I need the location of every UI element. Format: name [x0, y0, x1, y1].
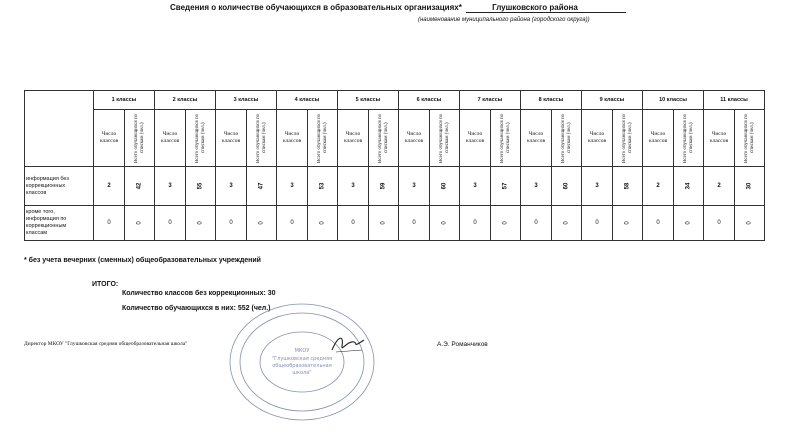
students-count-header [613, 110, 643, 167]
footnote: * без учета вечерних (сменных) общеобразовательных учреждений [24, 257, 261, 264]
row-label-line: коррекционным [26, 223, 67, 229]
cell-value: 55 [197, 182, 204, 190]
grade-header-row [25, 91, 765, 110]
cell-value: 0 [107, 220, 111, 226]
row-label-line: классам [26, 230, 48, 236]
table-cell [94, 167, 125, 206]
header-line: классов [526, 138, 546, 144]
students-count-header [491, 110, 521, 167]
table-cell [338, 167, 369, 206]
header-line: Число [589, 131, 605, 137]
header-line: Число [406, 131, 422, 137]
table-row [25, 167, 765, 206]
header-line: классов [282, 138, 302, 144]
cell-value: 57 [502, 182, 509, 190]
table-cell [369, 167, 399, 206]
cell-value: 30 [746, 182, 753, 190]
region-note: (наименование муниципального района (городского округа)) [418, 17, 590, 23]
cell-value: 3 [290, 183, 294, 189]
cell-value: 3 [229, 183, 233, 189]
cell-value: 2 [656, 183, 660, 189]
classes-count-header [582, 110, 613, 167]
table-cell [430, 206, 460, 241]
cell-value: 0 [595, 220, 599, 226]
table-cell [704, 167, 735, 206]
cell-value: 0 [746, 221, 753, 225]
table-cell [125, 167, 155, 206]
header-line: Всего обучающихся по спискам (чел.) [621, 113, 633, 163]
header-line: Число [101, 131, 117, 137]
cell-value: 0 [197, 221, 204, 225]
table-cell [216, 167, 247, 206]
students-count-header [125, 110, 155, 167]
classes-count-header [277, 110, 308, 167]
classes-count-header [216, 110, 247, 167]
classes-count-header [643, 110, 674, 167]
header-line: Всего обучающихся по спискам (чел.) [560, 113, 572, 163]
cell-value: 59 [380, 182, 387, 190]
table-cell [155, 167, 186, 206]
stamp-line: школа" [292, 370, 312, 376]
header-line: классов [404, 138, 424, 144]
table-cell [186, 206, 216, 241]
table-cell [613, 206, 643, 241]
total-students: Количество обучающихся в них: 552 (чел.) [122, 305, 271, 312]
director-signature [328, 332, 368, 356]
title-text: Сведения о количестве обучающихся в образовательных организациях* [170, 3, 462, 12]
region-name: Глушковского района [466, 3, 626, 13]
school-stamp [227, 300, 377, 425]
grade-header: 7 классы [460, 91, 521, 110]
cell-value: 0 [685, 221, 692, 225]
table-cell [735, 206, 765, 241]
table-cell [338, 206, 369, 241]
table-cell [704, 206, 735, 241]
table-cell [521, 167, 552, 206]
corner-cell [25, 91, 94, 167]
grade-header: 4 классы [277, 91, 338, 110]
cell-value: 3 [168, 183, 172, 189]
students-table [24, 90, 765, 241]
cell-value: 47 [258, 182, 265, 190]
table-cell [399, 206, 430, 241]
students-count-header [552, 110, 582, 167]
cell-value: 34 [685, 182, 692, 190]
table-cell [521, 206, 552, 241]
total-classes: Количество классов без коррекционных: 30 [122, 290, 276, 297]
cell-value: 0 [656, 220, 660, 226]
cell-value: 58 [624, 182, 631, 190]
document-title [170, 3, 626, 13]
students-count-header [369, 110, 399, 167]
header-line: Всего обучающихся по спискам (чел.) [743, 113, 755, 163]
cell-value: 0 [412, 220, 416, 226]
cell-value: 0 [351, 220, 355, 226]
table-cell [582, 167, 613, 206]
cell-value: 0 [168, 220, 172, 226]
table-cell [643, 167, 674, 206]
cell-value: 60 [441, 182, 448, 190]
table-cell [247, 167, 277, 206]
table-cell [399, 167, 430, 206]
table-cell [308, 167, 338, 206]
header-line: Число [711, 131, 727, 137]
row-label-line: информация без [26, 175, 69, 182]
cell-value: 2 [717, 183, 721, 189]
cell-value: 0 [319, 221, 326, 225]
row-label [25, 206, 94, 241]
table-cell [277, 167, 308, 206]
cell-value: 0 [624, 221, 631, 225]
grade-header: 11 классы [704, 91, 765, 110]
cell-value: 0 [229, 220, 233, 226]
table-cell [277, 206, 308, 241]
table-cell [308, 206, 338, 241]
classes-count-header [704, 110, 735, 167]
header-line: классов [160, 138, 180, 144]
header-line: классов [648, 138, 668, 144]
cell-value: 0 [502, 221, 509, 225]
header-line: классов [343, 138, 363, 144]
classes-count-header [460, 110, 491, 167]
row-label-line: кроме того, [26, 209, 55, 215]
cell-value: 3 [351, 183, 355, 189]
stamp-line: "Глушковская средняя [271, 356, 333, 362]
cell-value: 3 [473, 183, 477, 189]
header-line: Всего обучающихся по спискам (чел.) [316, 113, 328, 163]
header-line: Всего обучающихся по спискам (чел.) [133, 113, 145, 163]
header-line: Всего обучающихся по спискам (чел.) [499, 113, 511, 163]
director-title: Директор МКОУ "Глушковская средняя общеобразовательная школа" [24, 341, 188, 347]
table-cell [216, 206, 247, 241]
table-cell [186, 167, 216, 206]
header-line: Число [284, 131, 300, 137]
students-count-header [308, 110, 338, 167]
table-cell [155, 206, 186, 241]
cell-value: 0 [136, 221, 143, 225]
header-line: Число [467, 131, 483, 137]
header-line: Число [650, 131, 666, 137]
header-line: Число [345, 131, 361, 137]
grade-header: 1 классы [94, 91, 155, 110]
table-cell [491, 206, 521, 241]
row-label-line: коррекционных [26, 182, 66, 189]
header-line: классов [221, 138, 241, 144]
students-count-header [186, 110, 216, 167]
grade-header: 6 классы [399, 91, 460, 110]
cell-value: 3 [534, 183, 538, 189]
grade-header: 5 классы [338, 91, 399, 110]
cell-value: 2 [107, 183, 111, 189]
cell-value: 0 [717, 220, 721, 226]
cell-value: 0 [290, 220, 294, 226]
table-cell [369, 206, 399, 241]
header-line: Всего обучающихся по спискам (чел.) [682, 113, 694, 163]
table-cell [735, 167, 765, 206]
table-cell [491, 167, 521, 206]
header-line: Всего обучающихся по спискам (чел.) [438, 113, 450, 163]
classes-count-header [155, 110, 186, 167]
header-line: Число [223, 131, 239, 137]
stamp-line: общеобразовательная [272, 363, 332, 369]
cell-value: 42 [136, 182, 143, 190]
table-cell [552, 167, 582, 206]
header-line: Всего обучающихся по спискам (чел.) [194, 113, 206, 163]
header-line: классов [709, 138, 729, 144]
cell-value: 0 [380, 221, 387, 225]
cell-value: 0 [473, 220, 477, 226]
students-count-header [735, 110, 765, 167]
header-line: классов [465, 138, 485, 144]
table-cell [552, 206, 582, 241]
header-line: классов [99, 138, 119, 144]
classes-count-header [399, 110, 430, 167]
table-row [25, 206, 765, 241]
subheader-row [25, 110, 765, 167]
totals-heading: ИТОГО: [92, 281, 119, 288]
row-label [25, 167, 94, 206]
table-cell [582, 206, 613, 241]
grade-header: 10 классы [643, 91, 704, 110]
classes-count-header [521, 110, 552, 167]
table-cell [674, 167, 704, 206]
table-cell [613, 167, 643, 206]
cell-value: 0 [563, 221, 570, 225]
table-cell [94, 206, 125, 241]
table-cell [643, 206, 674, 241]
header-line: Число [528, 131, 544, 137]
cell-value: 60 [563, 182, 570, 190]
cell-value: 53 [319, 182, 326, 190]
table-cell [460, 206, 491, 241]
cell-value: 3 [412, 183, 416, 189]
grade-header: 3 классы [216, 91, 277, 110]
row-label-line: классов [26, 189, 47, 196]
row-label-line: информация по [26, 216, 67, 222]
grade-header: 9 классы [582, 91, 643, 110]
table-cell [125, 206, 155, 241]
table-cell [674, 206, 704, 241]
classes-count-header [338, 110, 369, 167]
students-count-header [247, 110, 277, 167]
header-line: Всего обучающихся по спискам (чел.) [255, 113, 267, 163]
table-cell [430, 167, 460, 206]
director-name: А.Э. Романчиков [437, 341, 488, 348]
classes-count-header [94, 110, 125, 167]
cell-value: 0 [534, 220, 538, 226]
cell-value: 3 [595, 183, 599, 189]
stamp-line: МКОУ [294, 348, 310, 354]
students-count-header [674, 110, 704, 167]
grade-header: 8 классы [521, 91, 582, 110]
header-line: Число [162, 131, 178, 137]
header-line: Всего обучающихся по спискам (чел.) [377, 113, 389, 163]
table-cell [247, 206, 277, 241]
header-line: классов [587, 138, 607, 144]
cell-value: 0 [258, 221, 265, 225]
students-count-header [430, 110, 460, 167]
cell-value: 0 [441, 221, 448, 225]
table-cell [460, 167, 491, 206]
grade-header: 2 классы [155, 91, 216, 110]
